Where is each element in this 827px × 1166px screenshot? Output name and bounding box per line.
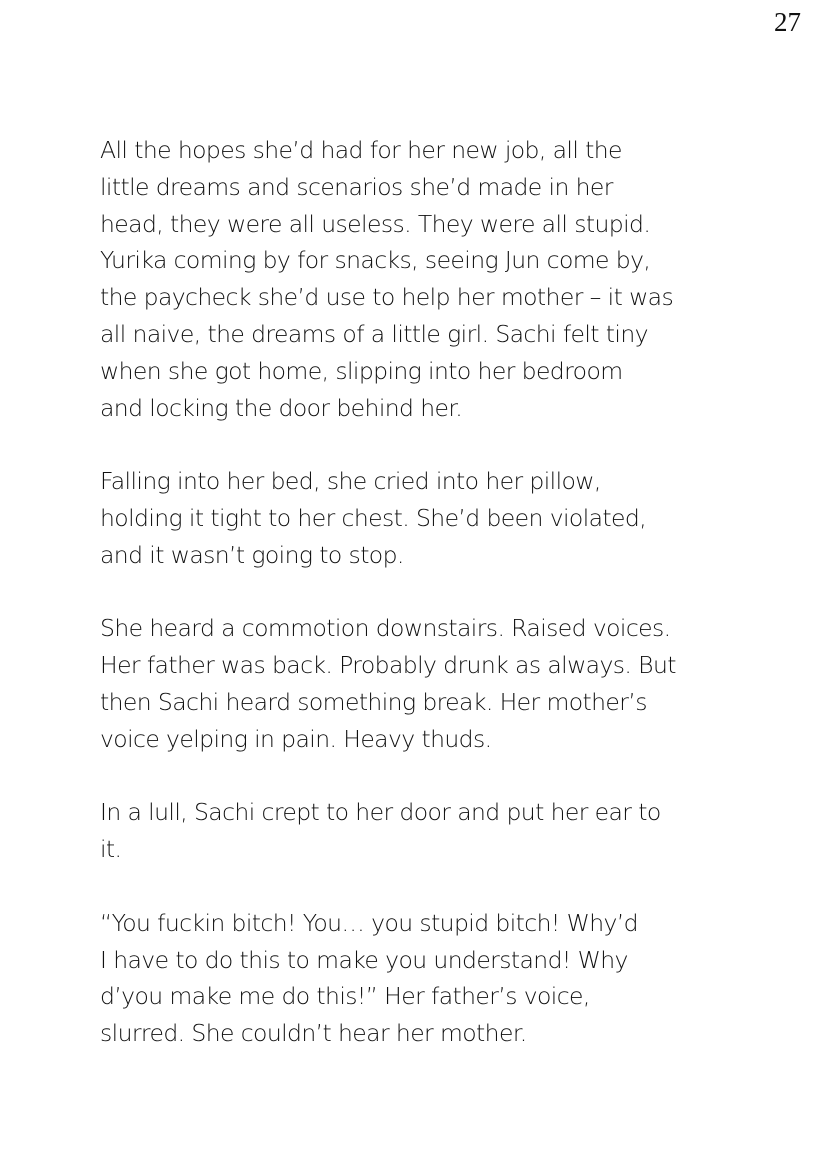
text-line: the paycheck she’d use to help her mother – it was <box>100 283 674 312</box>
text-line: Her father was back. Probably drunk as always. But <box>100 651 676 680</box>
text-line: I have to do this to make you understand! Why <box>100 945 628 974</box>
text-line: voice yelping in pain. Heavy thuds. <box>100 724 492 753</box>
text-line: In a lull, Sachi crept to her door and put her ear to <box>100 798 661 827</box>
text-line: “You fuckin bitch! You… you stupid bitch! Why’d <box>100 908 639 937</box>
text-line: and locking the door behind her. <box>100 393 463 422</box>
text-line: d’you make me do this!” Her father’s voice, <box>100 982 590 1011</box>
text-line: little dreams and scenarios she’d made in her <box>100 172 613 201</box>
text-line: and it wasn’t going to stop. <box>100 540 404 569</box>
body-text <box>100 132 740 1089</box>
text-line: Falling into her bed, she cried into her pillow, <box>100 467 601 496</box>
text-line: She heard a commotion downstairs. Raised voices. <box>100 614 671 643</box>
text-line: holding it tight to her chest. She’d been violated, <box>100 503 647 532</box>
paragraph-3 <box>100 610 740 757</box>
text-line: slurred. She couldn’t hear her mother. <box>100 1019 527 1048</box>
paragraph-5 <box>100 905 740 1052</box>
text-line: when she got home, slipping into her bedroom <box>100 356 623 385</box>
text-line: it. <box>100 835 122 864</box>
paragraph-2 <box>100 463 740 573</box>
paragraph-4 <box>100 794 740 868</box>
text-line: All the hopes she’d had for her new job, all the <box>100 136 622 164</box>
text-line: all naive, the dreams of a little girl. Sachi felt tiny <box>100 319 648 348</box>
text-line: Yurika coming by for snacks, seeing Jun come by, <box>100 246 651 275</box>
paragraph-1 <box>100 132 740 426</box>
text-line: then Sachi heard something break. Her mother’s <box>100 687 647 716</box>
text-line: head, they were all useless. They were all stupid. <box>100 209 651 238</box>
page-number: 27 <box>774 7 801 37</box>
